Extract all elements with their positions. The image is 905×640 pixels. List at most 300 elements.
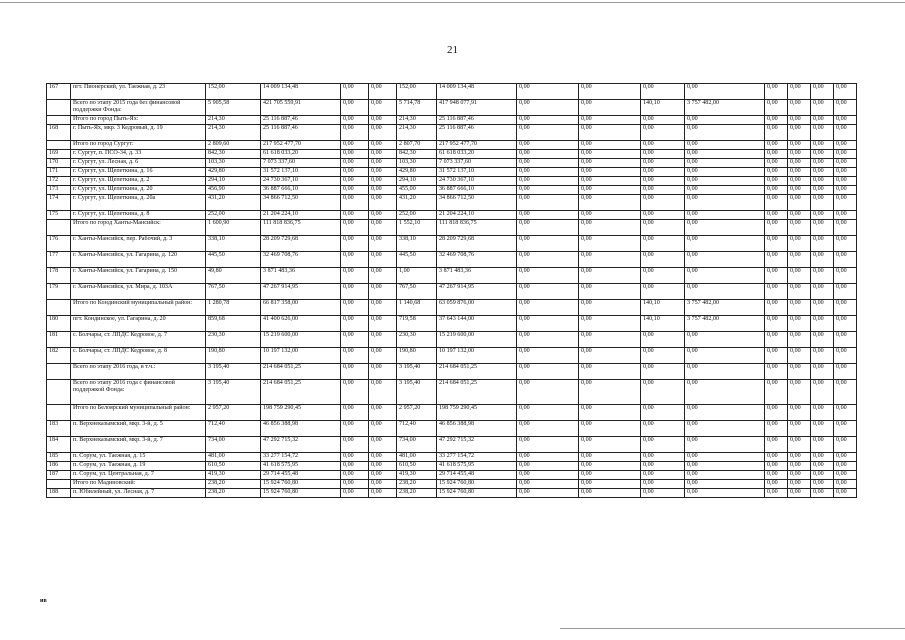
cell-c7: 0,00 [765, 332, 788, 348]
cell-c3: 0,00 [517, 421, 579, 437]
cell-no: 185 [47, 453, 71, 462]
cell-area: 610,50 [206, 462, 261, 471]
cell-c3: 0,00 [517, 150, 579, 159]
table-row [47, 141, 857, 150]
cell-cost2: 214 684 051,25 [437, 380, 517, 405]
cell-cost: 61 618 033,20 [261, 150, 341, 159]
cell-cost2: 25 116 887,46 [437, 116, 517, 125]
cell-area2: 3 195,40 [397, 380, 437, 405]
cell-addr: Всего по этапу 2016 года с финансовой поддержкой Фонда: [71, 380, 206, 405]
cell-c9: 0,00 [811, 348, 834, 364]
table-row [47, 462, 857, 471]
cell-addr: Итого по Кондинский муниципальный район: [71, 300, 206, 316]
cell-c6: 0,00 [685, 186, 765, 195]
cell-c3: 0,00 [517, 284, 579, 300]
cell-c1: 0,00 [341, 159, 369, 168]
cell-c1: 0,00 [341, 220, 369, 236]
cell-c9: 0,00 [811, 316, 834, 332]
table-row [47, 100, 857, 116]
table-row [47, 471, 857, 480]
cell-c10: 0,00 [834, 141, 857, 150]
cell-addr: г. Сургут, ул. Щепеткина, д. 16 [71, 168, 206, 177]
cell-c1: 0,00 [341, 186, 369, 195]
cell-c10: 0,00 [834, 150, 857, 159]
cell-cost2: 41 618 575,95 [437, 462, 517, 471]
cell-c3: 0,00 [517, 195, 579, 211]
cell-addr: г. Ханты-Мансийск, ул. Мира, д. 103А [71, 284, 206, 300]
cell-cost2: 217 952 477,70 [437, 141, 517, 150]
cell-cost: 29 714 455,48 [261, 471, 341, 480]
cell-area: 252,00 [206, 211, 261, 220]
cell-addr: п. Верхнеказымский, мкр. 3-й, д. 5 [71, 421, 206, 437]
cell-c4: 0,00 [579, 489, 641, 498]
cell-area: 230,30 [206, 332, 261, 348]
cell-c7: 0,00 [765, 236, 788, 252]
cell-c9: 0,00 [811, 268, 834, 284]
cell-cost2: 34 866 712,50 [437, 195, 517, 211]
cell-c8: 0,00 [788, 186, 811, 195]
cell-c8: 0,00 [788, 462, 811, 471]
cell-addr: Итого по город Сургут: [71, 141, 206, 150]
cell-no [47, 100, 71, 116]
cell-c1: 0,00 [341, 489, 369, 498]
cell-cost: 33 277 154,72 [261, 453, 341, 462]
cell-no: 188 [47, 489, 71, 498]
cell-cost2: 15 924 760,80 [437, 489, 517, 498]
cell-cost: 41 400 626,00 [261, 316, 341, 332]
cell-c9: 0,00 [811, 405, 834, 421]
cell-no: 176 [47, 236, 71, 252]
cell-c9: 0,00 [811, 421, 834, 437]
cell-addr: Итого по город Ханты-Мансийск: [71, 220, 206, 236]
cell-no: 187 [47, 471, 71, 480]
cell-c5: 0,00 [641, 462, 685, 471]
cell-no: 174 [47, 195, 71, 211]
cell-c1: 0,00 [341, 284, 369, 300]
cell-c9: 0,00 [811, 480, 834, 489]
table-row [47, 421, 857, 437]
cell-area: 767,50 [206, 284, 261, 300]
cell-c2: 0,00 [369, 116, 397, 125]
cell-c2: 0,00 [369, 489, 397, 498]
cell-c2: 0,00 [369, 364, 397, 380]
table-row [47, 316, 857, 332]
cell-area: 3 195,40 [206, 380, 261, 405]
cell-c6: 0,00 [685, 364, 765, 380]
cell-c4: 0,00 [579, 186, 641, 195]
cell-c1: 0,00 [341, 453, 369, 462]
cell-c1: 0,00 [341, 421, 369, 437]
cell-c2: 0,00 [369, 220, 397, 236]
cell-c9: 0,00 [811, 100, 834, 116]
cell-no [47, 380, 71, 405]
cell-no: 184 [47, 437, 71, 453]
cell-c7: 0,00 [765, 268, 788, 284]
cell-c4: 0,00 [579, 236, 641, 252]
cell-area: 103,30 [206, 159, 261, 168]
cell-addr: Итого по город Пыть-Ях: [71, 116, 206, 125]
cell-c5: 0,00 [641, 220, 685, 236]
cell-cost: 47 267 914,95 [261, 284, 341, 300]
cell-c8: 0,00 [788, 159, 811, 168]
cell-cost: 214 684 051,25 [261, 380, 341, 405]
cell-c6: 0,00 [685, 211, 765, 220]
cell-c5: 0,00 [641, 284, 685, 300]
footer-mark: ив [40, 598, 47, 604]
cell-c6: 0,00 [685, 462, 765, 471]
cell-area: 5 905,58 [206, 100, 261, 116]
cell-c6: 0,00 [685, 380, 765, 405]
cell-c3: 0,00 [517, 84, 579, 100]
cell-c1: 0,00 [341, 462, 369, 471]
cell-c9: 0,00 [811, 300, 834, 316]
cell-cost2: 33 277 154,72 [437, 453, 517, 462]
cell-c10: 0,00 [834, 168, 857, 177]
cell-c10: 0,00 [834, 159, 857, 168]
cell-c9: 0,00 [811, 177, 834, 186]
cell-c1: 0,00 [341, 177, 369, 186]
cell-c7: 0,00 [765, 405, 788, 421]
cell-c1: 0,00 [341, 168, 369, 177]
cell-c7: 0,00 [765, 300, 788, 316]
cell-area2: 429,80 [397, 168, 437, 177]
table-row [47, 437, 857, 453]
cell-c4: 0,00 [579, 364, 641, 380]
cell-c1: 0,00 [341, 100, 369, 116]
table-row [47, 252, 857, 268]
cell-no: 175 [47, 211, 71, 220]
cell-no: 172 [47, 177, 71, 186]
cell-no: 170 [47, 159, 71, 168]
table-row [47, 453, 857, 462]
cell-c3: 0,00 [517, 480, 579, 489]
cell-c8: 0,00 [788, 116, 811, 125]
cell-cost: 32 469 708,76 [261, 252, 341, 268]
cell-c4: 0,00 [579, 84, 641, 100]
cell-cost2: 63 059 876,00 [437, 300, 517, 316]
cell-c1: 0,00 [341, 405, 369, 421]
cell-c7: 0,00 [765, 159, 788, 168]
cell-area: 294,10 [206, 177, 261, 186]
cell-area: 734,00 [206, 437, 261, 453]
cell-addr: г. Сургут, ул. Щепеткина, д. 20а [71, 195, 206, 211]
cell-c5: 0,00 [641, 380, 685, 405]
cell-c1: 0,00 [341, 268, 369, 284]
cell-c7: 0,00 [765, 168, 788, 177]
table-row [47, 186, 857, 195]
cell-c1: 0,00 [341, 316, 369, 332]
cell-c4: 0,00 [579, 421, 641, 437]
cell-c6: 0,00 [685, 453, 765, 462]
cell-c8: 0,00 [788, 84, 811, 100]
cell-c8: 0,00 [788, 252, 811, 268]
cell-c10: 0,00 [834, 453, 857, 462]
cell-c8: 0,00 [788, 480, 811, 489]
cell-c8: 0,00 [788, 348, 811, 364]
cell-c4: 0,00 [579, 150, 641, 159]
cell-no: 177 [47, 252, 71, 268]
cell-area2: 712,40 [397, 421, 437, 437]
cell-c6: 0,00 [685, 177, 765, 186]
cell-no: 171 [47, 168, 71, 177]
cell-c7: 0,00 [765, 211, 788, 220]
cell-c9: 0,00 [811, 116, 834, 125]
cell-c8: 0,00 [788, 421, 811, 437]
cell-c9: 0,00 [811, 186, 834, 195]
cell-c5: 0,00 [641, 150, 685, 159]
cell-c1: 0,00 [341, 84, 369, 100]
cell-area2: 1,00 [397, 268, 437, 284]
cell-area: 214,30 [206, 116, 261, 125]
cell-no: 178 [47, 268, 71, 284]
cell-c6: 0,00 [685, 489, 765, 498]
cell-area2: 190,80 [397, 348, 437, 364]
cell-c4: 0,00 [579, 125, 641, 141]
cell-c2: 0,00 [369, 380, 397, 405]
cell-addr: с. Болчары, ст. ЛПДС Кедровое, д. 7 [71, 332, 206, 348]
cell-cost2: 10 197 132,00 [437, 348, 517, 364]
cell-no: 168 [47, 125, 71, 141]
cell-c9: 0,00 [811, 84, 834, 100]
cell-c3: 0,00 [517, 168, 579, 177]
cell-c1: 0,00 [341, 380, 369, 405]
cell-c6: 0,00 [685, 332, 765, 348]
cell-c10: 0,00 [834, 471, 857, 480]
page-number: 21 [447, 44, 458, 56]
cell-c3: 0,00 [517, 268, 579, 284]
cell-c6: 0,00 [685, 421, 765, 437]
cell-c2: 0,00 [369, 168, 397, 177]
cell-area: 419,30 [206, 471, 261, 480]
cell-c7: 0,00 [765, 84, 788, 100]
cell-c1: 0,00 [341, 211, 369, 220]
cell-c4: 0,00 [579, 300, 641, 316]
cell-area2: 103,30 [397, 159, 437, 168]
cell-no: 181 [47, 332, 71, 348]
cell-c10: 0,00 [834, 480, 857, 489]
table-body [47, 84, 857, 498]
cell-no: 167 [47, 84, 71, 100]
cell-area: 712,40 [206, 421, 261, 437]
cell-c9: 0,00 [811, 284, 834, 300]
cell-c1: 0,00 [341, 252, 369, 268]
cell-cost2: 29 714 455,48 [437, 471, 517, 480]
cell-c2: 0,00 [369, 177, 397, 186]
cell-cost2: 61 618 033,20 [437, 150, 517, 159]
cell-c8: 0,00 [788, 453, 811, 462]
cell-c2: 0,00 [369, 284, 397, 300]
cell-c8: 0,00 [788, 405, 811, 421]
cell-area: 3 195,40 [206, 364, 261, 380]
cell-area2: 294,10 [397, 177, 437, 186]
cell-area2: 842,30 [397, 150, 437, 159]
cell-c6: 0,00 [685, 405, 765, 421]
cell-c4: 0,00 [579, 195, 641, 211]
cell-c2: 0,00 [369, 195, 397, 211]
cell-c8: 0,00 [788, 177, 811, 186]
cell-c7: 0,00 [765, 141, 788, 150]
cell-addr: г. Ханты-Мансийск, ул. Гагарина, д. 150 [71, 268, 206, 284]
cell-c6: 0,00 [685, 284, 765, 300]
cell-no [47, 300, 71, 316]
cell-area2: 1 140,68 [397, 300, 437, 316]
cell-area2: 152,00 [397, 84, 437, 100]
cell-c10: 0,00 [834, 405, 857, 421]
cell-c10: 0,00 [834, 316, 857, 332]
cell-no: 179 [47, 284, 71, 300]
cell-c6: 0,00 [685, 116, 765, 125]
cell-c7: 0,00 [765, 100, 788, 116]
cell-c9: 0,00 [811, 252, 834, 268]
cell-c8: 0,00 [788, 437, 811, 453]
cell-c2: 0,00 [369, 437, 397, 453]
cell-area: 190,80 [206, 348, 261, 364]
cell-addr: п. Верхнеказымский, мкр. 3-й, д. 7 [71, 437, 206, 453]
cell-c6: 0,00 [685, 159, 765, 168]
cell-cost2: 21 204 224,10 [437, 211, 517, 220]
cell-c3: 0,00 [517, 252, 579, 268]
cell-cost2: 25 116 887,46 [437, 125, 517, 141]
cell-area2: 5 714,78 [397, 100, 437, 116]
cell-c8: 0,00 [788, 471, 811, 480]
cell-c5: 0,00 [641, 195, 685, 211]
cell-cost2: 111 818 836,75 [437, 220, 517, 236]
cell-c3: 0,00 [517, 141, 579, 150]
cell-c8: 0,00 [788, 268, 811, 284]
cell-area2: 610,50 [397, 462, 437, 471]
cell-no: 182 [47, 348, 71, 364]
cell-c3: 0,00 [517, 316, 579, 332]
cell-c5: 140,10 [641, 300, 685, 316]
cell-c8: 0,00 [788, 300, 811, 316]
cell-addr: г. Ханты-Мансийск, пер. Рабочий, д. 3 [71, 236, 206, 252]
cell-c8: 0,00 [788, 100, 811, 116]
cell-cost: 214 684 051,25 [261, 364, 341, 380]
cell-c4: 0,00 [579, 437, 641, 453]
cell-c6: 0,00 [685, 125, 765, 141]
cell-c6: 0,00 [685, 236, 765, 252]
cell-c10: 0,00 [834, 364, 857, 380]
cell-c1: 0,00 [341, 348, 369, 364]
cell-no: 173 [47, 186, 71, 195]
cell-area: 429,80 [206, 168, 261, 177]
cell-area2: 2 807,70 [397, 141, 437, 150]
scan-bottom-line [560, 628, 905, 629]
cell-area2: 481,00 [397, 453, 437, 462]
cell-c6: 0,00 [685, 268, 765, 284]
cell-c5: 0,00 [641, 332, 685, 348]
cell-c5: 0,00 [641, 348, 685, 364]
cell-c3: 0,00 [517, 348, 579, 364]
cell-c8: 0,00 [788, 141, 811, 150]
cell-area2: 419,30 [397, 471, 437, 480]
cell-cost: 14 009 134,48 [261, 84, 341, 100]
cell-c4: 0,00 [579, 159, 641, 168]
cell-c10: 0,00 [834, 332, 857, 348]
cell-c8: 0,00 [788, 380, 811, 405]
cell-c4: 0,00 [579, 220, 641, 236]
cell-c2: 0,00 [369, 316, 397, 332]
cell-cost: 3 871 483,36 [261, 268, 341, 284]
cell-c7: 0,00 [765, 437, 788, 453]
cell-c7: 0,00 [765, 220, 788, 236]
cell-addr: г. Ханты-Мансийск, ул. Гагарина, д. 120 [71, 252, 206, 268]
cell-cost: 31 572 137,10 [261, 168, 341, 177]
cell-c7: 0,00 [765, 195, 788, 211]
cell-area2: 3 195,40 [397, 364, 437, 380]
cell-c1: 0,00 [341, 236, 369, 252]
cell-c2: 0,00 [369, 405, 397, 421]
cell-c7: 0,00 [765, 364, 788, 380]
cell-c7: 0,00 [765, 316, 788, 332]
cell-area2: 338,10 [397, 236, 437, 252]
cell-c3: 0,00 [517, 471, 579, 480]
cell-c6: 3 757 482,00 [685, 300, 765, 316]
cell-c7: 0,00 [765, 471, 788, 480]
cell-c3: 0,00 [517, 211, 579, 220]
cell-c4: 0,00 [579, 141, 641, 150]
table-row [47, 405, 857, 421]
cell-c10: 0,00 [834, 236, 857, 252]
cell-c8: 0,00 [788, 125, 811, 141]
cell-addr: г. Сургут, ул. Щепеткина, д. 20 [71, 186, 206, 195]
cell-c10: 0,00 [834, 437, 857, 453]
cell-c7: 0,00 [765, 489, 788, 498]
cell-c4: 0,00 [579, 380, 641, 405]
cell-c5: 0,00 [641, 489, 685, 498]
cell-c5: 0,00 [641, 480, 685, 489]
cell-c4: 0,00 [579, 405, 641, 421]
cell-c2: 0,00 [369, 252, 397, 268]
cell-area: 238,20 [206, 480, 261, 489]
cell-c9: 0,00 [811, 380, 834, 405]
cell-c5: 0,00 [641, 236, 685, 252]
cell-c5: 0,00 [641, 268, 685, 284]
cell-c5: 0,00 [641, 252, 685, 268]
cell-c10: 0,00 [834, 284, 857, 300]
table-row [47, 116, 857, 125]
cell-c2: 0,00 [369, 300, 397, 316]
cell-c9: 0,00 [811, 471, 834, 480]
cell-area: 842,30 [206, 150, 261, 159]
cell-c7: 0,00 [765, 284, 788, 300]
cell-addr: г. Сургут, ул. Щепеткина, д. 8 [71, 211, 206, 220]
cell-c8: 0,00 [788, 284, 811, 300]
cell-c6: 3 757 482,00 [685, 100, 765, 116]
cell-cost: 111 818 836,75 [261, 220, 341, 236]
cell-cost: 15 219 600,00 [261, 332, 341, 348]
cell-addr: Всего по этапу 2015 года без финансовой поддержки Фонда: [71, 100, 206, 116]
table-row [47, 211, 857, 220]
table-row [47, 348, 857, 364]
cell-cost2: 32 469 708,76 [437, 252, 517, 268]
cell-area2: 230,30 [397, 332, 437, 348]
cell-area2: 719,58 [397, 316, 437, 332]
cell-c2: 0,00 [369, 84, 397, 100]
cell-cost: 25 116 887,46 [261, 116, 341, 125]
cell-c8: 0,00 [788, 332, 811, 348]
cell-cost2: 24 730 367,10 [437, 177, 517, 186]
cell-c2: 0,00 [369, 480, 397, 489]
table-row [47, 364, 857, 380]
cell-area2: 767,50 [397, 284, 437, 300]
cell-cost: 36 887 666,10 [261, 186, 341, 195]
cell-c5: 0,00 [641, 177, 685, 186]
cell-area: 445,50 [206, 252, 261, 268]
cell-c5: 0,00 [641, 84, 685, 100]
cell-c3: 0,00 [517, 453, 579, 462]
cell-c7: 0,00 [765, 480, 788, 489]
